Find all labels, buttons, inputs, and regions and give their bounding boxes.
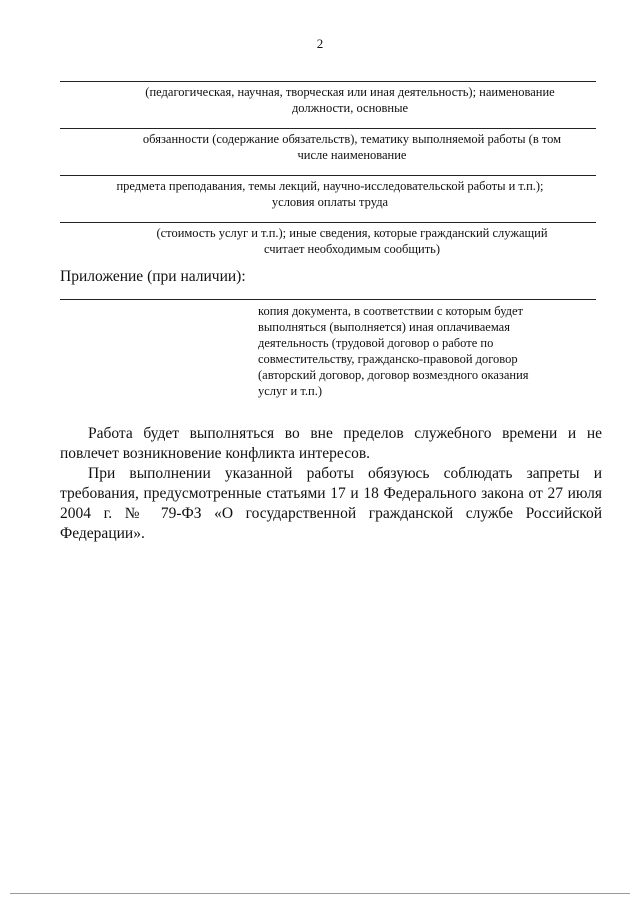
appendix-hint-line: (авторский договор, договор возмездного оказания: [258, 368, 529, 382]
hint-3: предмета преподавания, темы лекций, научно-исследовательской работы и т.п.); условия оплаты труда: [116, 179, 544, 209]
appendix-blank-line: [60, 299, 596, 300]
appendix-label: Приложение (при наличии):: [60, 268, 246, 285]
paragraph-no-conflict: Работа будет выполняться во вне пределов служебного времени и не повлечет возникновение конфликта интересов.: [60, 425, 602, 462]
blank-line-4: [60, 222, 596, 223]
blank-line-3: [60, 175, 596, 176]
appendix-hint-line: копия документа, в соответствии с которым будет: [258, 304, 524, 318]
page-number: 2: [316, 36, 324, 51]
appendix-hint: [258, 303, 558, 399]
page-bottom-edge: [10, 893, 630, 894]
paragraph-obligation: При выполнении указанной работы обязуюсь соблюдать запреты и требования, предусмотренные статьями 17 и 18 Федерального закона от 27 июля 2004 г. № 79-ФЗ «О государственной гражданской службе Российской Федерации».: [60, 465, 602, 542]
hint-1: (педагогическая, научная, творческая или иная деятельность); наименование должности, основные: [145, 85, 555, 115]
hint-2: обязанности (содержание обязательств), тематику выполняемой работы (в том числе наименование: [142, 132, 562, 162]
blank-line-2: [60, 128, 596, 129]
appendix-hint-line: услуг и т.п.): [258, 384, 322, 398]
blank-line-1: [60, 81, 596, 82]
appendix-hint-line: совместительству, гражданско-правовой договор: [258, 352, 518, 366]
appendix-hint-line: выполняться (выполняется) иная оплачиваемая: [258, 320, 510, 334]
hint-4: (стоимость услуг и т.п.); иные сведения, которые гражданский служащий считает необходимым сообщить): [156, 226, 548, 256]
appendix-hint-line: деятельность (трудовой договор о работе по: [258, 336, 494, 350]
